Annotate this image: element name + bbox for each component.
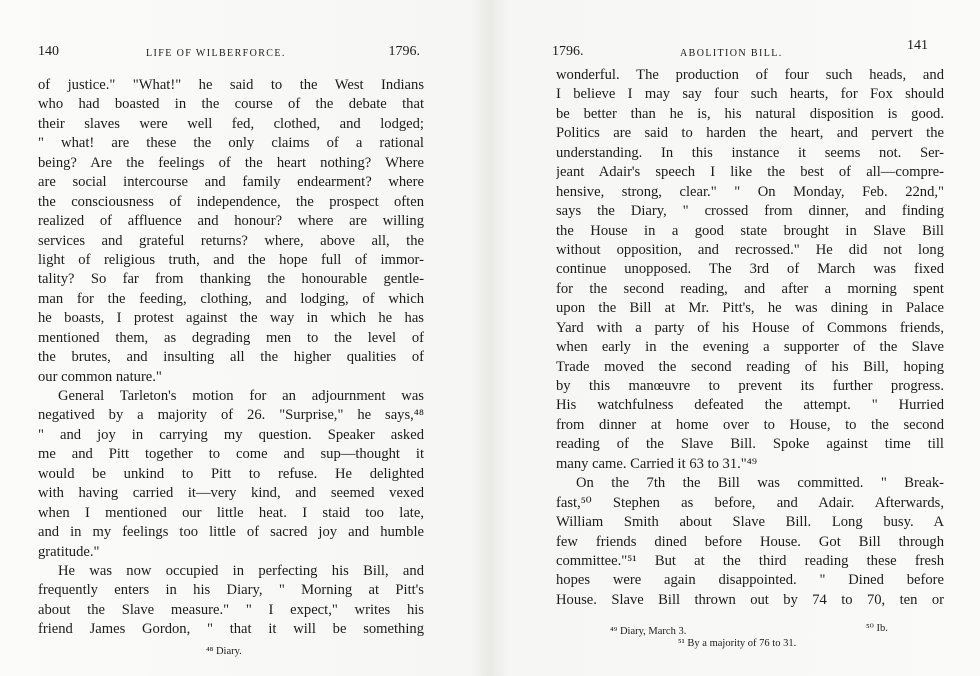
text-line: jeant Adair's speech I like the best of all—compre- (556, 164, 944, 181)
text-line: frequently enters in his Diary, " Morning at Pitt's (38, 582, 424, 599)
text-line: hensive, strong, clear." " On Monday, Feb. 22nd," (556, 183, 944, 200)
text-line: by this manœuvre to prevent its further progress. (556, 378, 944, 394)
text-line: continue unopposed. The 3rd of March was fixed (556, 261, 944, 278)
page-number: 140 (38, 44, 59, 59)
text-line: hopes were again disappointed. " Dined before (556, 572, 944, 589)
text-line: from dinner at home over to House, to the second (556, 416, 944, 433)
right-page (552, 0, 944, 676)
footnote: ⁴⁹ Diary, March 3. (610, 626, 687, 637)
text-line: understanding. In this instance it seems not. Ser- (556, 144, 944, 161)
footnote: ⁴⁸ Diary. (206, 646, 242, 657)
text-line: many came. Carried it 63 to 31."⁴⁹ (556, 455, 757, 472)
text-line: says the Diary, " crossed from dinner, and finding (556, 203, 944, 220)
text-line: the brutes, and insulting all the higher qualities of (38, 349, 424, 366)
text-line: be better than he is, his natural disposition is good. (556, 105, 944, 122)
text-line: the consciousness of independence, the prospect often (38, 193, 424, 210)
text-line: and in my feelings too little of sacred joy and humble (38, 524, 424, 541)
text-line: mentioned them, as degrading men to the level of (38, 329, 424, 346)
text-line: about the Slave measure." " I expect," writes his (38, 601, 424, 618)
text-line: few friends dined before House. Got Bill through (556, 533, 944, 550)
text-line: His watchfulness defeated the attempt. " Hurried (556, 397, 944, 414)
text-line: man for the feeding, clothing, and lodging, of which (38, 290, 424, 307)
text-line: when early in the evening a supporter of the Slave (556, 339, 944, 356)
text-line: with having carried it—very kind, and seemed vexed (38, 485, 424, 502)
text-line: fast,⁵⁰ Stephen as before, and Adair. Afterwards, (556, 494, 944, 511)
text-line: our common nature." (38, 368, 162, 385)
left-running-head (38, 42, 424, 62)
text-line: the House in a good state brought in Slave Bill (556, 222, 944, 239)
text-line: House. Slave Bill thrown out by 74 to 70, ten or (556, 591, 944, 608)
text-line: Trade moved the second reading of his Bill, hoping (556, 358, 944, 375)
text-line: He was now occupied in perfecting his Bill, and (58, 562, 424, 579)
text-line: wonderful. The production of four such heads, and (556, 67, 944, 83)
page-number: 141 (907, 38, 928, 53)
text-line: services and grateful returns? where, above all, the (38, 232, 424, 249)
text-line: Yard with a party of his House of Commons friends, (556, 319, 944, 336)
text-line: On the 7th the Bill was committed. " Break- (576, 475, 944, 492)
right-running-head (552, 38, 942, 62)
footnote: ⁵¹ By a majority of 76 to 31. (678, 638, 797, 649)
footnote: ⁵⁰ Ib. (866, 623, 888, 634)
text-line: General Tarleton's motion for an adjournment was (58, 388, 424, 404)
text-line: being? Are the feelings of the heart nothing? Where (38, 154, 424, 171)
running-year: 1796. (388, 44, 420, 59)
text-line: friend James Gordon, " that it will be something (38, 621, 424, 638)
text-line: tality? So far from thanking the honourable gentle- (38, 271, 424, 288)
left-page (38, 0, 424, 676)
text-line: of justice." "What!" he said to the West Indians (38, 77, 424, 93)
text-line: realized of affluence and honour? where are willing (38, 213, 424, 230)
text-line: I believe I may say four such hearts, for Fox should (556, 86, 944, 103)
text-line: light of religious truth, and the hope full of immor- (38, 251, 424, 268)
text-line: " what! are these the only claims of a rational (38, 135, 424, 152)
text-line: who had boasted in the course of the debate that (38, 96, 424, 113)
text-line: upon the Bill at Mr. Pitt's, he was dining in Palace (556, 300, 944, 317)
right-body-text (556, 66, 944, 610)
text-line: for the second reading, and after a morning spent (556, 280, 944, 297)
text-line: " and joy in carrying my question. Speaker asked (38, 426, 424, 443)
text-line: committee."⁵¹ But at the third reading these fresh (556, 552, 944, 569)
text-line: me and Pitt together to come and sup—thought it (38, 446, 424, 463)
running-title: ABOLITION BILL. (680, 48, 783, 59)
text-line: gratitude." (38, 543, 100, 560)
running-year: 1796. (552, 44, 584, 59)
text-line: William Smith about Slave Bill. Long busy. A (556, 514, 944, 531)
text-line: he boasts, I protest against the way in which he has (38, 310, 424, 327)
text-line: negatived by a majority of 26. "Surprise," he says,⁴⁸ (38, 407, 424, 424)
text-line: would be unkind to Pitt to refuse. He delighted (38, 465, 424, 482)
text-line: their slaves were well fed, clothed, and lodged; (38, 115, 424, 132)
text-line: Politics are said to harden the heart, and pervert the (556, 125, 944, 142)
running-title: LIFE OF WILBERFORCE. (146, 48, 286, 59)
text-line: reading of the Slave Bill. Spoke against time till (556, 436, 944, 453)
left-body-text (38, 76, 424, 640)
text-line: when I mentioned our little heat. I staid too late, (38, 504, 424, 521)
text-line: without opposition, and recrossed." He did not long (556, 241, 944, 258)
text-line: are social intercourse and family endearment? where (38, 174, 424, 191)
